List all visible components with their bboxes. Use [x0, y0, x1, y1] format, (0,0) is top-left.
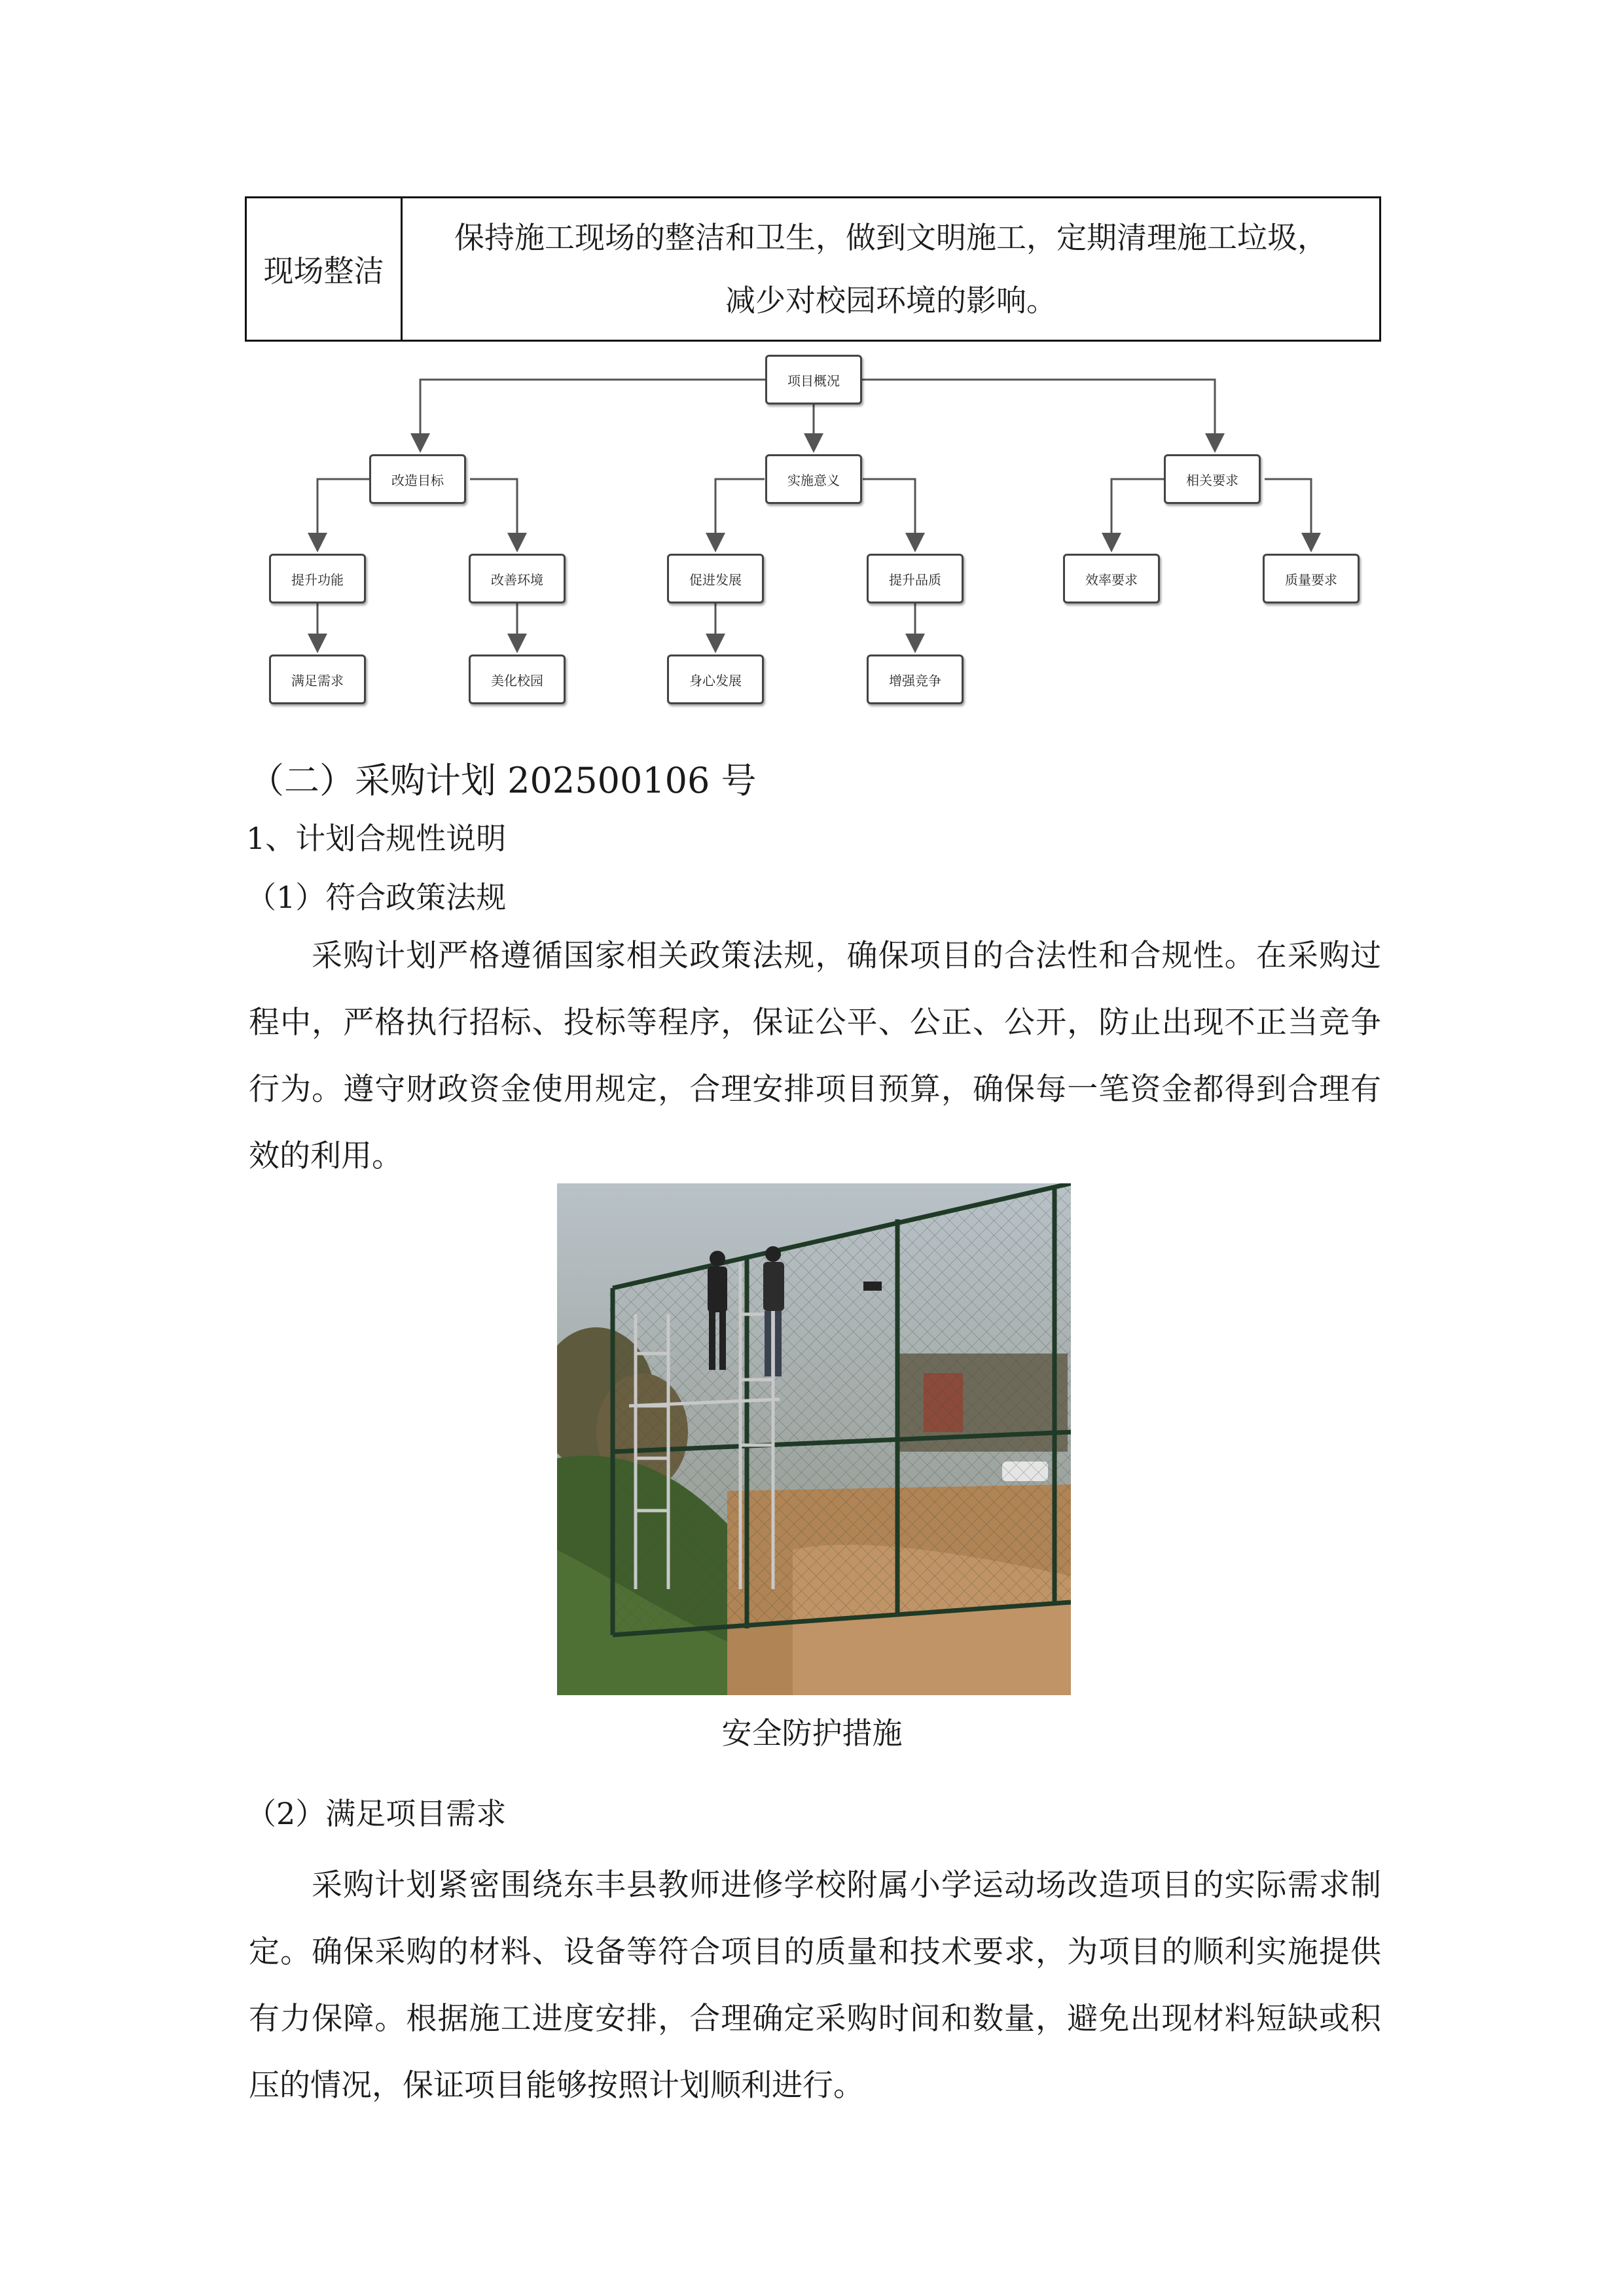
section-heading: （二）采购计划 202500106 号 — [249, 760, 757, 801]
node-improve-function: 提升功能 — [269, 554, 366, 603]
item2-heading: （2）满足项目需求 — [246, 1796, 507, 1831]
node-promote-development: 促进发展 — [667, 554, 764, 603]
requirements-table-row — [245, 196, 1381, 342]
item1-heading: （1）符合政策法规 — [246, 880, 507, 915]
item1-paragraph: 采购计划严格遵循国家相关政策法规，确保项目的合法性和合规性。在采购过程中，严格执行招标、投标等程序，保证公平、公正、公开，防止出现不正当竞争行为。遵守财政资金使用规定，合理安排项目预算，确保每一笔资金都得到合理有效的利用。 — [249, 938, 1381, 1174]
node-beautify-campus: 美化校园 — [469, 655, 566, 704]
node-improve-quality: 提升品质 — [867, 554, 964, 603]
node-enhance-competition: 增强竞争 — [867, 655, 964, 704]
node-efficiency-requirement: 效率要求 — [1063, 554, 1160, 603]
table-content-cell — [403, 198, 1379, 340]
node-root: 项目概况 — [765, 355, 862, 404]
safety-fence-photo — [557, 1183, 1071, 1695]
project-overview-diagram — [249, 347, 1375, 713]
node-quality-requirement: 质量要求 — [1263, 554, 1360, 603]
node-physical-mental: 身心发展 — [667, 655, 764, 704]
node-goal: 改造目标 — [369, 454, 466, 504]
table-content-line1: 保持施工现场的整洁和卫生，做到文明施工，定期清理施工垃圾， — [454, 220, 1327, 255]
photo-caption: 安全防护措施 — [721, 1715, 903, 1751]
subsection-heading: 1、计划合规性说明 — [246, 821, 507, 856]
node-improve-environment: 改善环境 — [469, 554, 566, 603]
item2-paragraph: 采购计划紧密围绕东丰县教师进修学校附属小学运动场改造项目的实际需求制定。确保采购的材料、设备等符合项目的质量和技术要求，为项目的顺利实施提供有力保障。根据施工进度安排，合理确定采购时间和数量，避免出现材料短缺或积压的情况，保证项目能够按照计划顺利进行。 — [249, 1867, 1381, 2104]
node-requirements: 相关要求 — [1164, 454, 1261, 504]
table-content-line2: 减少对校园环境的影响。 — [725, 283, 1056, 318]
node-meet-needs: 满足需求 — [269, 655, 366, 704]
table-label-cell: 现场整洁 — [247, 198, 403, 340]
node-significance: 实施意义 — [765, 454, 862, 504]
